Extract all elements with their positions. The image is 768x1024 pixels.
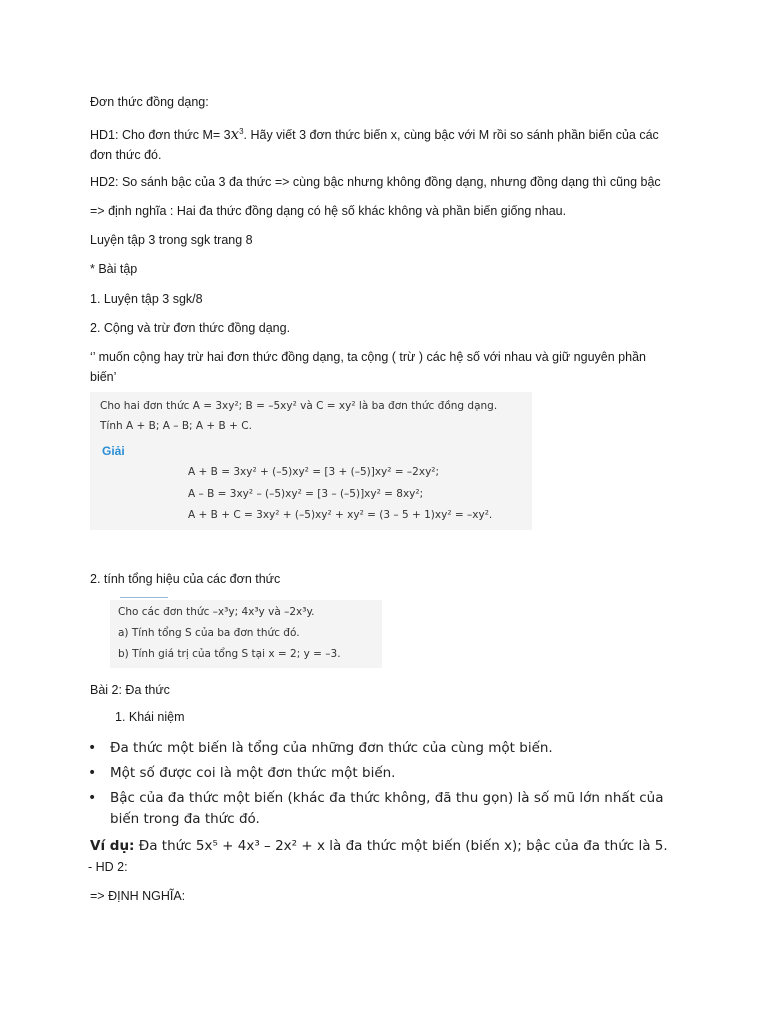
exercise-prompt-line3: b) Tính giá trị của tổng S tại x = 2; y = –3. bbox=[118, 648, 341, 660]
hd1-text-a: HD1: Cho đơn thức M= 3 bbox=[90, 128, 231, 143]
hd2-paragraph: HD2: So sánh bậc của 3 đa thức => cùng bậc nhưng không đồng dạng, nhưng đồng dạng thì cũng bậc bbox=[90, 175, 661, 189]
example-prompt-line2: Tính A + B; A – B; A + B + C. bbox=[100, 420, 252, 432]
dinh-nghia-paragraph: => định nghĩa : Hai đa thức đồng dạng có hệ số khác không và phần biến giống nhau. bbox=[90, 204, 567, 218]
definition-bullet-list bbox=[88, 738, 688, 834]
heading-don-thuc-dong-dang: Đơn thức đồng dạng: bbox=[90, 95, 209, 109]
example-text: Đa thức 5x⁵ + 4x³ – 2x² + x là đa thức một biến (biến x); bậc của đa thức là 5. bbox=[134, 838, 668, 854]
dinh-nghia-heading: => ĐỊNH NGHĨA: bbox=[90, 889, 186, 903]
exercise-prompt-line1: Cho các đơn thức –x³y; 4x³y và –2x³y. bbox=[118, 606, 315, 618]
bai-2-heading: Bài 2: Đa thức bbox=[90, 683, 170, 697]
decorative-divider bbox=[120, 597, 168, 598]
rule-quote: ‘’ muốn cộng hay trừ hai đơn thức đồng dạng, ta cộng ( trừ ) các hệ số với nhau và giữ nguyên phần biến’ bbox=[90, 350, 646, 384]
exercise-item-1: 1. Luyện tập 3 sgk/8 bbox=[90, 292, 203, 306]
hd1-paragraph bbox=[90, 122, 670, 165]
hd1-exponent: 3 bbox=[239, 127, 244, 136]
example-line bbox=[90, 838, 668, 854]
bai-tap-heading: * Bài tập bbox=[90, 262, 138, 276]
bullet-item: • Một số được coi là một đơn thức một biến. bbox=[88, 763, 688, 784]
exercise-item-2: 2. Cộng và trừ đơn thức đồng dạng. bbox=[90, 321, 291, 335]
example-label: Ví dụ: bbox=[90, 838, 135, 854]
exercise-item-2b: 2. tính tổng hiệu của các đơn thức bbox=[90, 572, 281, 586]
hd1-text-b: . Hãy viết 3 đơn thức biến x, cùng bậc với M rồi so sánh phần biến của các đơn thức đó. bbox=[90, 128, 659, 163]
solution-equation-3: A + B + C = 3xy² + (–5)xy² + xy² = (3 – 5 + 1)xy² = –xy². bbox=[188, 509, 493, 521]
bullet-item: • Bậc của đa thức một biến (khác đa thức không, đã thu gọn) là số mũ lớn nhất của biến trong đa thức đó. bbox=[88, 788, 688, 830]
example-image-box bbox=[90, 392, 532, 530]
exercise-prompt-line2: a) Tính tổng S của ba đơn thức đó. bbox=[118, 627, 300, 639]
example-prompt-line1: Cho hai đơn thức A = 3xy²; B = –5xy² và C = xy² là ba đơn thức đồng dạng. bbox=[100, 400, 498, 412]
exercise-image-box bbox=[110, 600, 382, 668]
solution-label: Giải bbox=[102, 444, 125, 458]
solution-equation-1: A + B = 3xy² + (–5)xy² = [3 + (–5)]xy² = –2xy²; bbox=[188, 466, 440, 478]
hd1-variable: x bbox=[230, 125, 240, 144]
bullet-item: • Đa thức một biến là tổng của những đơn thức của cùng một biến. bbox=[88, 738, 688, 759]
hd2b-line: - HD 2: bbox=[88, 860, 128, 874]
solution-equation-2: A – B = 3xy² – (–5)xy² = [3 – (–5)]xy² = 8xy²; bbox=[188, 488, 424, 500]
khai-niem-item: 1. Khái niệm bbox=[115, 710, 185, 724]
luyen-tap-line: Luyện tập 3 trong sgk trang 8 bbox=[90, 233, 253, 247]
